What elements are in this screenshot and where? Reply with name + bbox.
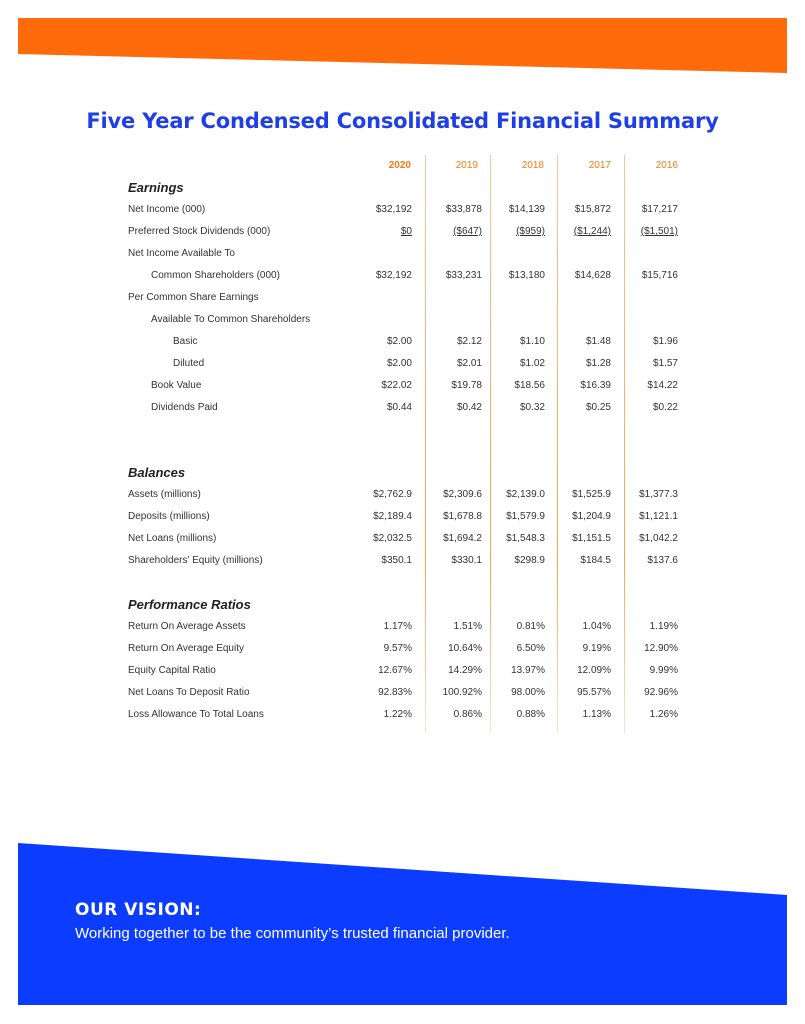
cell: $0.25 — [585, 402, 611, 413]
cell: $1,204.9 — [572, 511, 611, 522]
row-label: Assets (millions) — [128, 489, 201, 500]
cell: 1.13% — [582, 709, 611, 720]
cell: ($647) — [453, 226, 482, 237]
section-heading-earnings: Earnings — [128, 180, 184, 195]
row-label: Book Value — [151, 380, 202, 391]
page-title: Five Year Condensed Consolidated Financial Summary — [86, 109, 719, 133]
cell: 100.92% — [442, 687, 482, 698]
table-row — [0, 270, 805, 286]
cell: 92.83% — [378, 687, 412, 698]
cell: $2.00 — [386, 358, 412, 369]
table-row — [0, 248, 805, 264]
cell: $2.01 — [456, 358, 482, 369]
cell: 1.04% — [582, 621, 611, 632]
cell: $0.22 — [652, 402, 678, 413]
cell: $1,525.9 — [572, 489, 611, 500]
row-label: Loss Allowance To Total Loans — [128, 709, 264, 720]
vision-heading: OUR VISION: — [75, 900, 202, 920]
table-row — [0, 555, 805, 571]
table-row — [0, 380, 805, 396]
cell: $32,192 — [375, 204, 412, 215]
cell: 0.88% — [516, 709, 545, 720]
cell: 12.67% — [378, 665, 412, 676]
cell: $330.1 — [451, 555, 482, 566]
cell: ($1,501) — [640, 226, 678, 237]
table-row — [0, 314, 805, 330]
cell: 13.97% — [511, 665, 545, 676]
year-header: 2016 — [655, 160, 678, 171]
table-row — [0, 709, 805, 725]
cell: $1,377.3 — [639, 489, 678, 500]
cell: 1.51% — [453, 621, 482, 632]
cell: $2,032.5 — [373, 533, 412, 544]
cell: 9.19% — [582, 643, 611, 654]
cell: $1,678.8 — [443, 511, 482, 522]
cell: $1,042.2 — [639, 533, 678, 544]
cell: $2,762.9 — [373, 489, 412, 500]
row-label: Net Income (000) — [128, 204, 206, 215]
row-label: Net Loans To Deposit Ratio — [128, 687, 250, 698]
cell: $32,192 — [375, 270, 412, 281]
cell: $2,189.4 — [373, 511, 412, 522]
cell: 10.64% — [448, 643, 482, 654]
row-label: Preferred Stock Dividends (000) — [128, 226, 271, 237]
row-label: Shareholders’ Equity (millions) — [128, 555, 263, 566]
table-row — [0, 533, 805, 549]
year-header: 2019 — [455, 160, 478, 171]
bottom-blue-banner — [0, 835, 805, 1010]
cell: 0.86% — [453, 709, 482, 720]
cell: 1.19% — [649, 621, 678, 632]
row-label: Per Common Share Earnings — [128, 292, 259, 303]
top-orange-banner — [0, 0, 805, 80]
cell: $2.00 — [386, 336, 412, 347]
section-heading-ratios: Performance Ratios — [128, 597, 251, 612]
cell: 9.99% — [649, 665, 678, 676]
table-row — [0, 292, 805, 308]
cell: $184.5 — [580, 555, 611, 566]
cell: $1,694.2 — [443, 533, 482, 544]
cell: $1,151.5 — [572, 533, 611, 544]
cell: $0.42 — [456, 402, 482, 413]
cell: 1.26% — [649, 709, 678, 720]
cell: $15,872 — [574, 204, 611, 215]
section-heading-balances: Balances — [128, 465, 186, 480]
cell: $1.57 — [652, 358, 678, 369]
cell: $298.9 — [514, 555, 545, 566]
cell: $22.02 — [381, 380, 412, 391]
cell: $16.39 — [580, 380, 611, 391]
table-row — [0, 204, 805, 220]
cell: 0.81% — [516, 621, 545, 632]
cell: $0.32 — [519, 402, 545, 413]
cell: $14,628 — [574, 270, 611, 281]
cell: $19.78 — [451, 380, 482, 391]
cell: $15,716 — [641, 270, 678, 281]
row-label: Return On Average Equity — [128, 643, 244, 654]
cell: $17,217 — [641, 204, 678, 215]
row-label: Available To Common Shareholders — [151, 314, 311, 325]
cell: $33,231 — [445, 270, 482, 281]
cell: 98.00% — [511, 687, 545, 698]
cell: 6.50% — [516, 643, 545, 654]
row-label: Return On Average Assets — [128, 621, 246, 632]
cell: $1,579.9 — [506, 511, 545, 522]
cell: 1.17% — [383, 621, 412, 632]
cell: $33,878 — [445, 204, 482, 215]
cell: $137.6 — [647, 555, 678, 566]
table-row — [0, 226, 805, 242]
cell: ($959) — [516, 226, 545, 237]
cell: ($1,244) — [573, 226, 611, 237]
table-row — [0, 489, 805, 505]
cell: 12.90% — [644, 643, 678, 654]
cell: $1.02 — [519, 358, 545, 369]
cell: $2,309.6 — [443, 489, 482, 500]
table-row — [0, 643, 805, 659]
cell: $13,180 — [508, 270, 545, 281]
cell: $1,121.1 — [639, 511, 678, 522]
cell: $14,139 — [508, 204, 545, 215]
cell: 1.22% — [383, 709, 412, 720]
row-label: Diluted — [173, 358, 205, 369]
row-label: Net Loans (millions) — [128, 533, 217, 544]
year-header: 2018 — [521, 160, 544, 171]
row-label: Equity Capital Ratio — [128, 665, 216, 676]
table-row — [0, 511, 805, 527]
row-label: Dividends Paid — [151, 402, 218, 413]
year-header: 2020 — [388, 160, 411, 171]
cell: $350.1 — [381, 555, 412, 566]
cell: $1,548.3 — [506, 533, 545, 544]
cell: 92.96% — [644, 687, 678, 698]
cell: $1.96 — [652, 336, 678, 347]
cell: $0.44 — [386, 402, 412, 413]
cell: 12.09% — [577, 665, 611, 676]
cell: 9.57% — [383, 643, 412, 654]
cell: $18.56 — [514, 380, 545, 391]
vision-statement: Working together to be the community’s trusted financial provider. — [75, 925, 510, 942]
table-row — [0, 336, 805, 352]
row-label: Basic — [173, 336, 198, 347]
cell: $14.22 — [647, 380, 678, 391]
cell: $0 — [400, 226, 412, 237]
cell: 14.29% — [448, 665, 482, 676]
year-header: 2017 — [588, 160, 611, 171]
table-row — [0, 621, 805, 637]
table-row — [0, 358, 805, 374]
table-row — [0, 402, 805, 418]
cell: $2,139.0 — [506, 489, 545, 500]
cell: $2.12 — [456, 336, 482, 347]
row-label: Deposits (millions) — [128, 511, 210, 522]
table-row — [0, 687, 805, 703]
cell: $1.28 — [585, 358, 611, 369]
row-label: Common Shareholders (000) — [151, 270, 280, 281]
cell: $1.48 — [585, 336, 611, 347]
cell: $1.10 — [519, 336, 545, 347]
cell: 95.57% — [577, 687, 611, 698]
row-label: Net Income Available To — [128, 248, 235, 259]
table-row — [0, 665, 805, 681]
